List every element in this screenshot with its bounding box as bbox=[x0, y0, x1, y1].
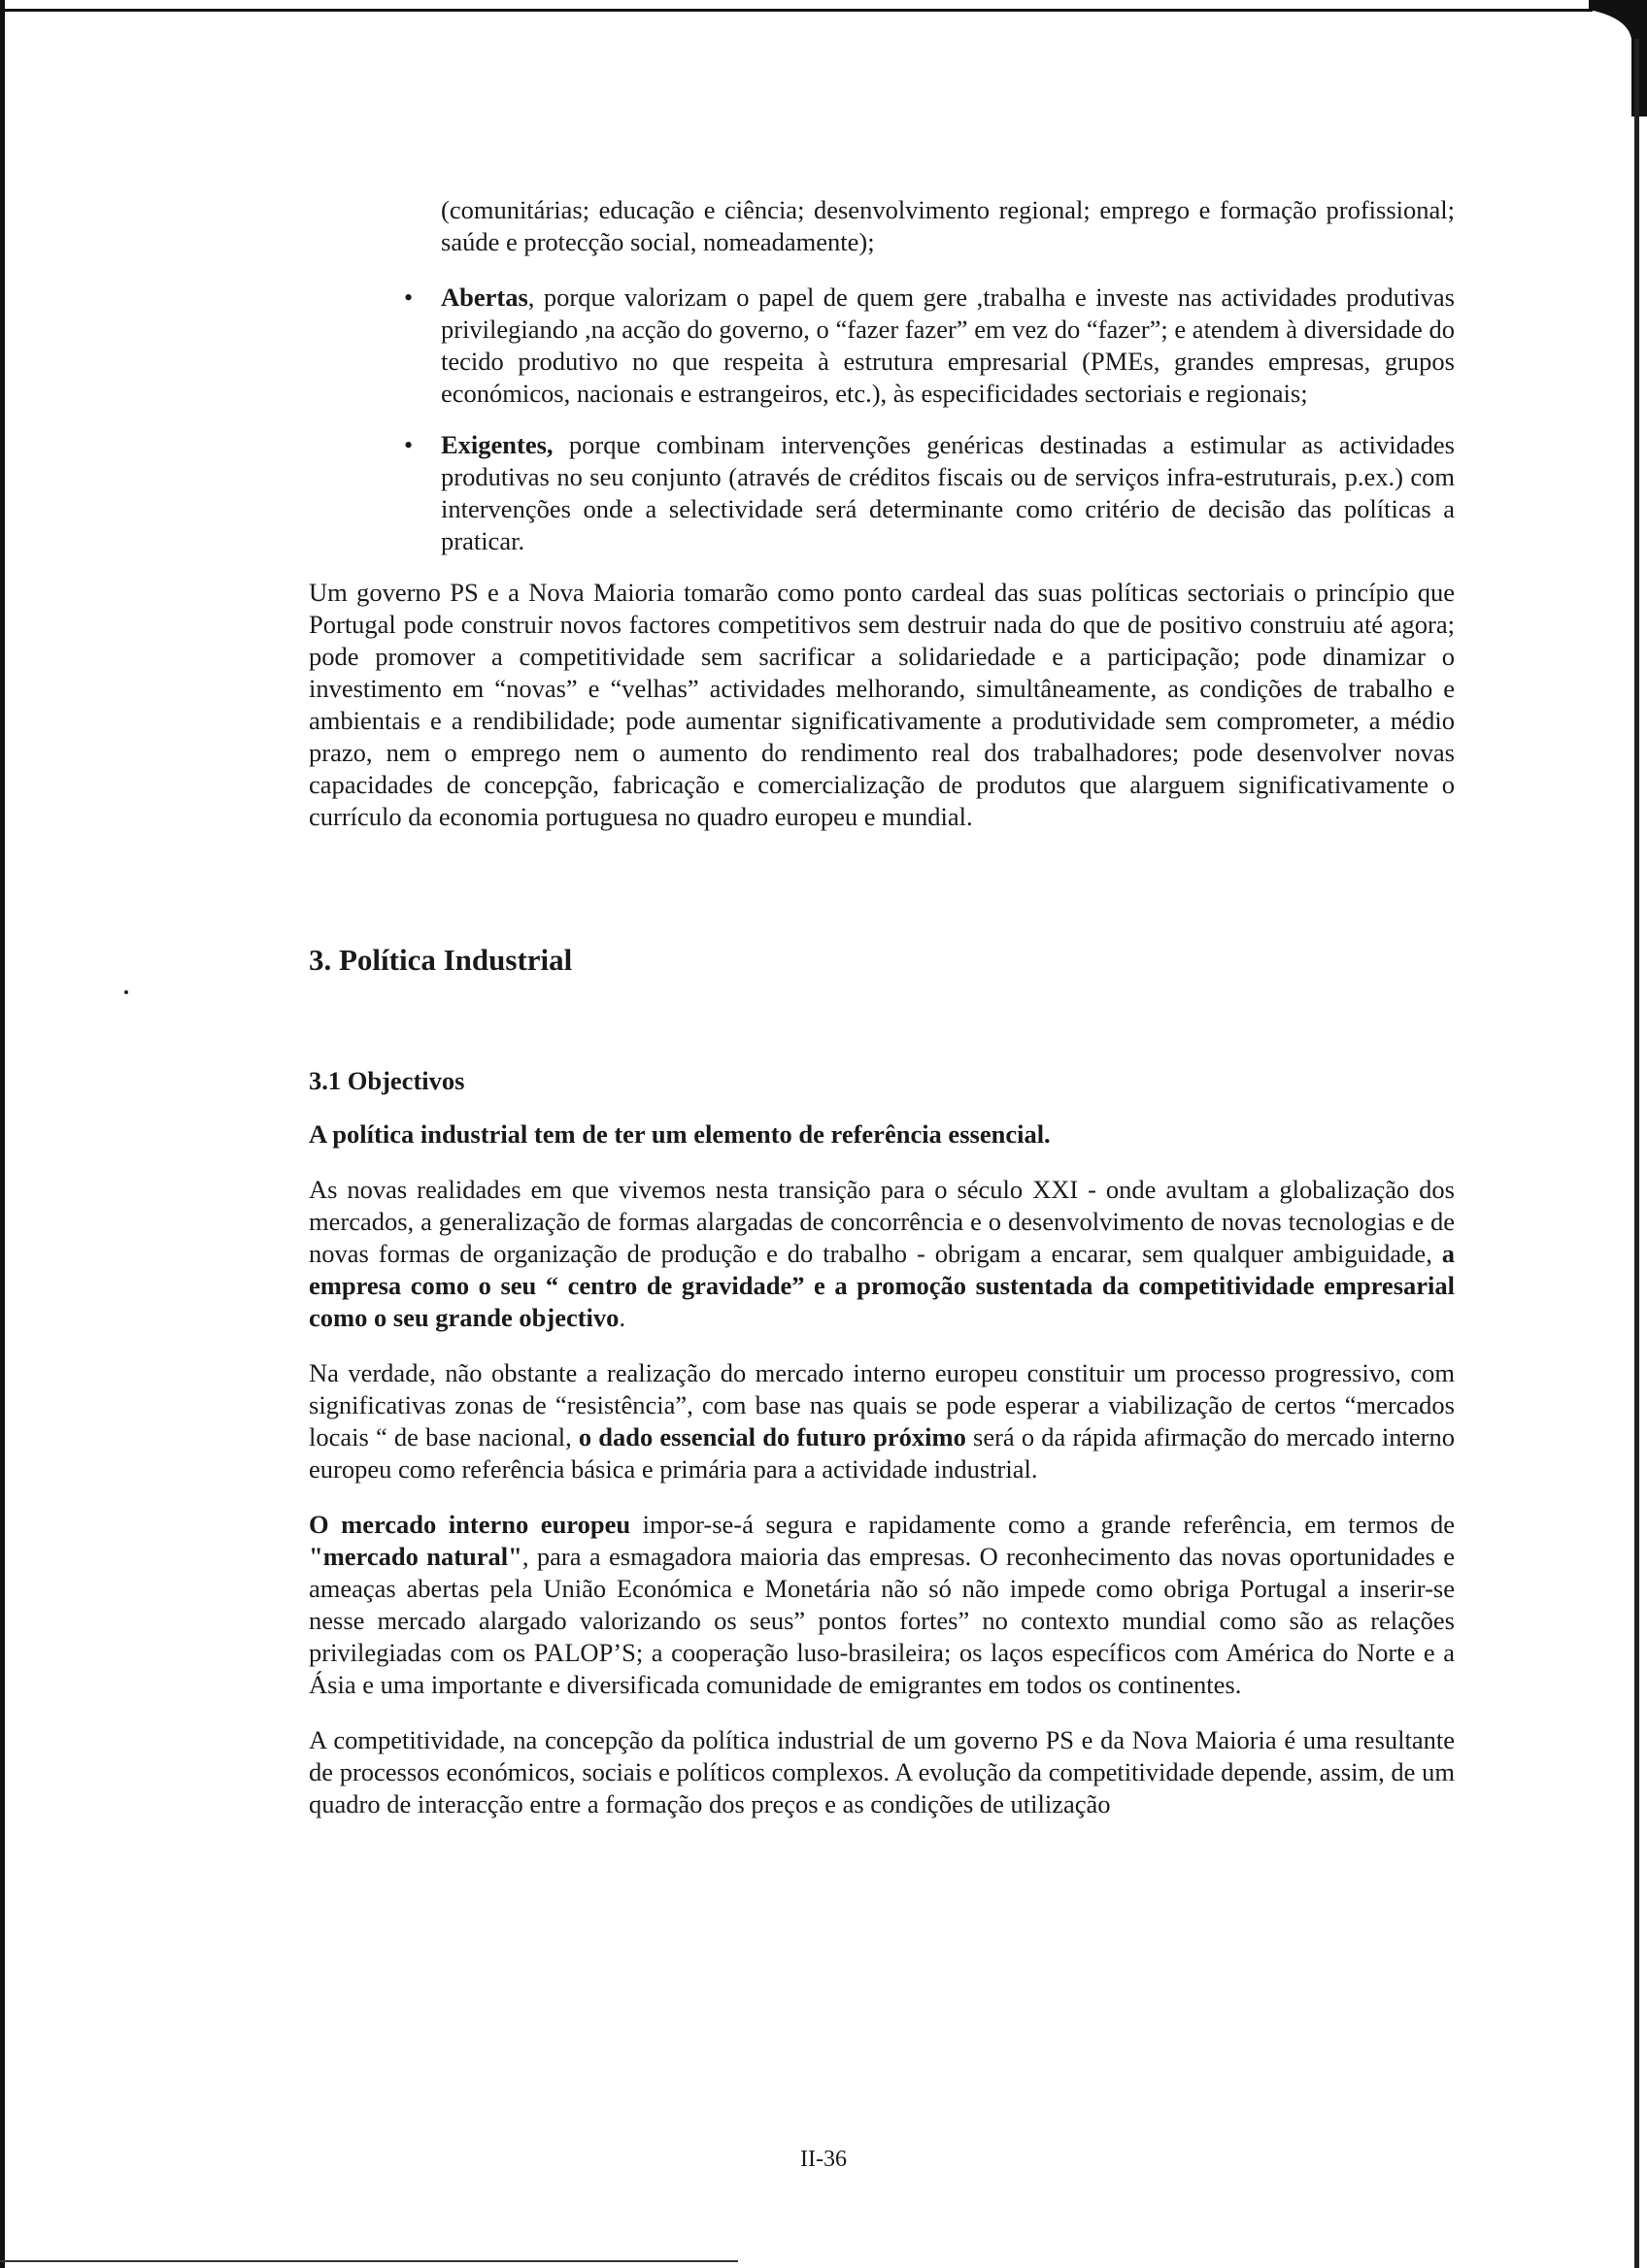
scan-border-left bbox=[0, 0, 5, 2268]
bullet-icon: • bbox=[404, 431, 414, 459]
paragraph-text: , para a esmagadora maioria das empresas. O reconhecimento das novas oportunidades e ameaças abertas pela União Económica e Monetária não só não impede como obriga Portugal a inserir-se nesse mercado alargado valorizando os seus” pontos fortes” no contexto mundial como são as relações privilegiadas com os PALOP’S; a cooperação luso-brasileira; os laços específicos com América do Norte e a Ásia e uma importante e diversificada comunidade de emigrantes em todos os continentes. bbox=[309, 1542, 1455, 1699]
paragraph-mercado-interno bbox=[309, 1509, 1455, 1701]
bullet-icon: • bbox=[404, 284, 414, 312]
paragraph-governo-ps: Um governo PS e a Nova Maioria tomarão como ponto cardeal das suas políticas sectoriais o princípio que Portugal pode construir novos factores competitivos sem destruir nada do que de positivo construiu até agora; pode promover a competitividade sem sacrificar a solidariedade e a participação; pode dinamizar o investimento em “novas” e “velhas” actividades melhorando, simultâneamente, as condições de trabalho e ambientais e a rendibilidade; pode aumentar significativamente a produtividade sem comprometer, a médio prazo, nem o emprego nem o aumento do rendimento real dos trabalhadores; pode desenvolver novas capacidades de concepção, fabricação e comercialização de produtos que alarguem significativamente o currículo da economia portuguesa no quadro europeu e mundial. bbox=[309, 578, 1455, 831]
scan-border-top bbox=[0, 0, 1593, 12]
scan-speck bbox=[124, 990, 128, 994]
bullet-list bbox=[309, 282, 1455, 557]
paragraph-emphasis: "mercado natural" bbox=[309, 1542, 522, 1571]
section-heading: 3. Política Industrial bbox=[309, 943, 573, 977]
paragraph-emphasis: a empresa como o seu “ centro de gravidade” e a promoção sustentada da competitividade empresarial como o seu grande objectivo bbox=[309, 1239, 1455, 1332]
list-item bbox=[309, 282, 1455, 410]
bullet-term: Exigentes, bbox=[441, 430, 554, 459]
scan-border-right bbox=[1634, 39, 1639, 2268]
lead-statement: A política industrial tem de ter um elemento de referência essencial. bbox=[309, 1119, 1051, 1149]
subsection-heading: 3.1 Objectivos bbox=[309, 1066, 465, 1095]
bullet-text: porque combinam intervenções genéricas destinadas a estimular as actividades produtivas no seu conjunto (através de créditos fiscais ou de serviços infra-estruturais, p.ex.) com intervenções onde a selectividade será determinante como critério de decisão das políticas a praticar. bbox=[441, 430, 1455, 555]
paragraph-emphasis: o dado essencial do futuro próximo bbox=[578, 1422, 966, 1451]
paragraph-text: será o da rápida afirmação do mercado interno europeu como referência básica e primária para a actividade industrial. bbox=[309, 1422, 1456, 1484]
scan-border-bottom bbox=[0, 2260, 738, 2262]
paragraph-text: impor-se-á segura e rapidamente como a grande referência, em termos de bbox=[630, 1510, 1455, 1539]
page-content bbox=[309, 194, 1455, 1820]
paragraph-emphasis: O mercado interno europeu bbox=[309, 1510, 631, 1539]
paragraph-text: Na verdade, não obstante a realização do mercado interno europeu constituir um processo progressivo, com significativas zonas de “resistência”, com base nas quais se pode esperar a viabilização de certos “mercados locais “ de base nacional, bbox=[309, 1358, 1455, 1451]
paragraph-text: . bbox=[619, 1303, 626, 1332]
paragraph-novas-realidades bbox=[309, 1174, 1455, 1334]
paragraph-text: As novas realidades em que vivemos nesta transição para o século XXI - onde avultam a globalização dos mercados, a generalização de formas alargadas de concorrência e o desenvolvimento de novas tecnologias e de novas formas de organização de produção e do trabalho - obrigam a encarar, sem qualquer ambiguidade, bbox=[309, 1175, 1455, 1268]
bullet-term: Abertas bbox=[441, 283, 528, 312]
page-number: II-36 bbox=[800, 2147, 847, 2172]
bullet-text: , porque valorizam o papel de quem gere ,trabalha e investe nas actividades produtivas privilegiando ,na acção do governo, o “fazer fazer” em vez do “fazer”; e atendem à diversidade do tecido produtivo no que respeita à estrutura empresarial (PMEs, grandes empresas, grupos económicos, nacionais e estrangeiros, etc.), às especificidades sectoriais e regionais; bbox=[441, 283, 1455, 408]
paragraph-na-verdade bbox=[309, 1357, 1455, 1485]
paragraph-competitividade: A competitividade, na concepção da política industrial de um governo PS e da Nova Maioria é uma resultante de processos económicos, sociais e políticos complexos. A evolução da competitividade depende, assim, de um quadro de interacção entre a formação dos preços e as condições de utilização bbox=[309, 1725, 1455, 1818]
list-item bbox=[309, 429, 1455, 557]
list-continuation: (comunitárias; educação e ciência; desenvolvimento regional; emprego e formação profissional; saúde e protecção social, nomeadamente); bbox=[441, 195, 1455, 256]
